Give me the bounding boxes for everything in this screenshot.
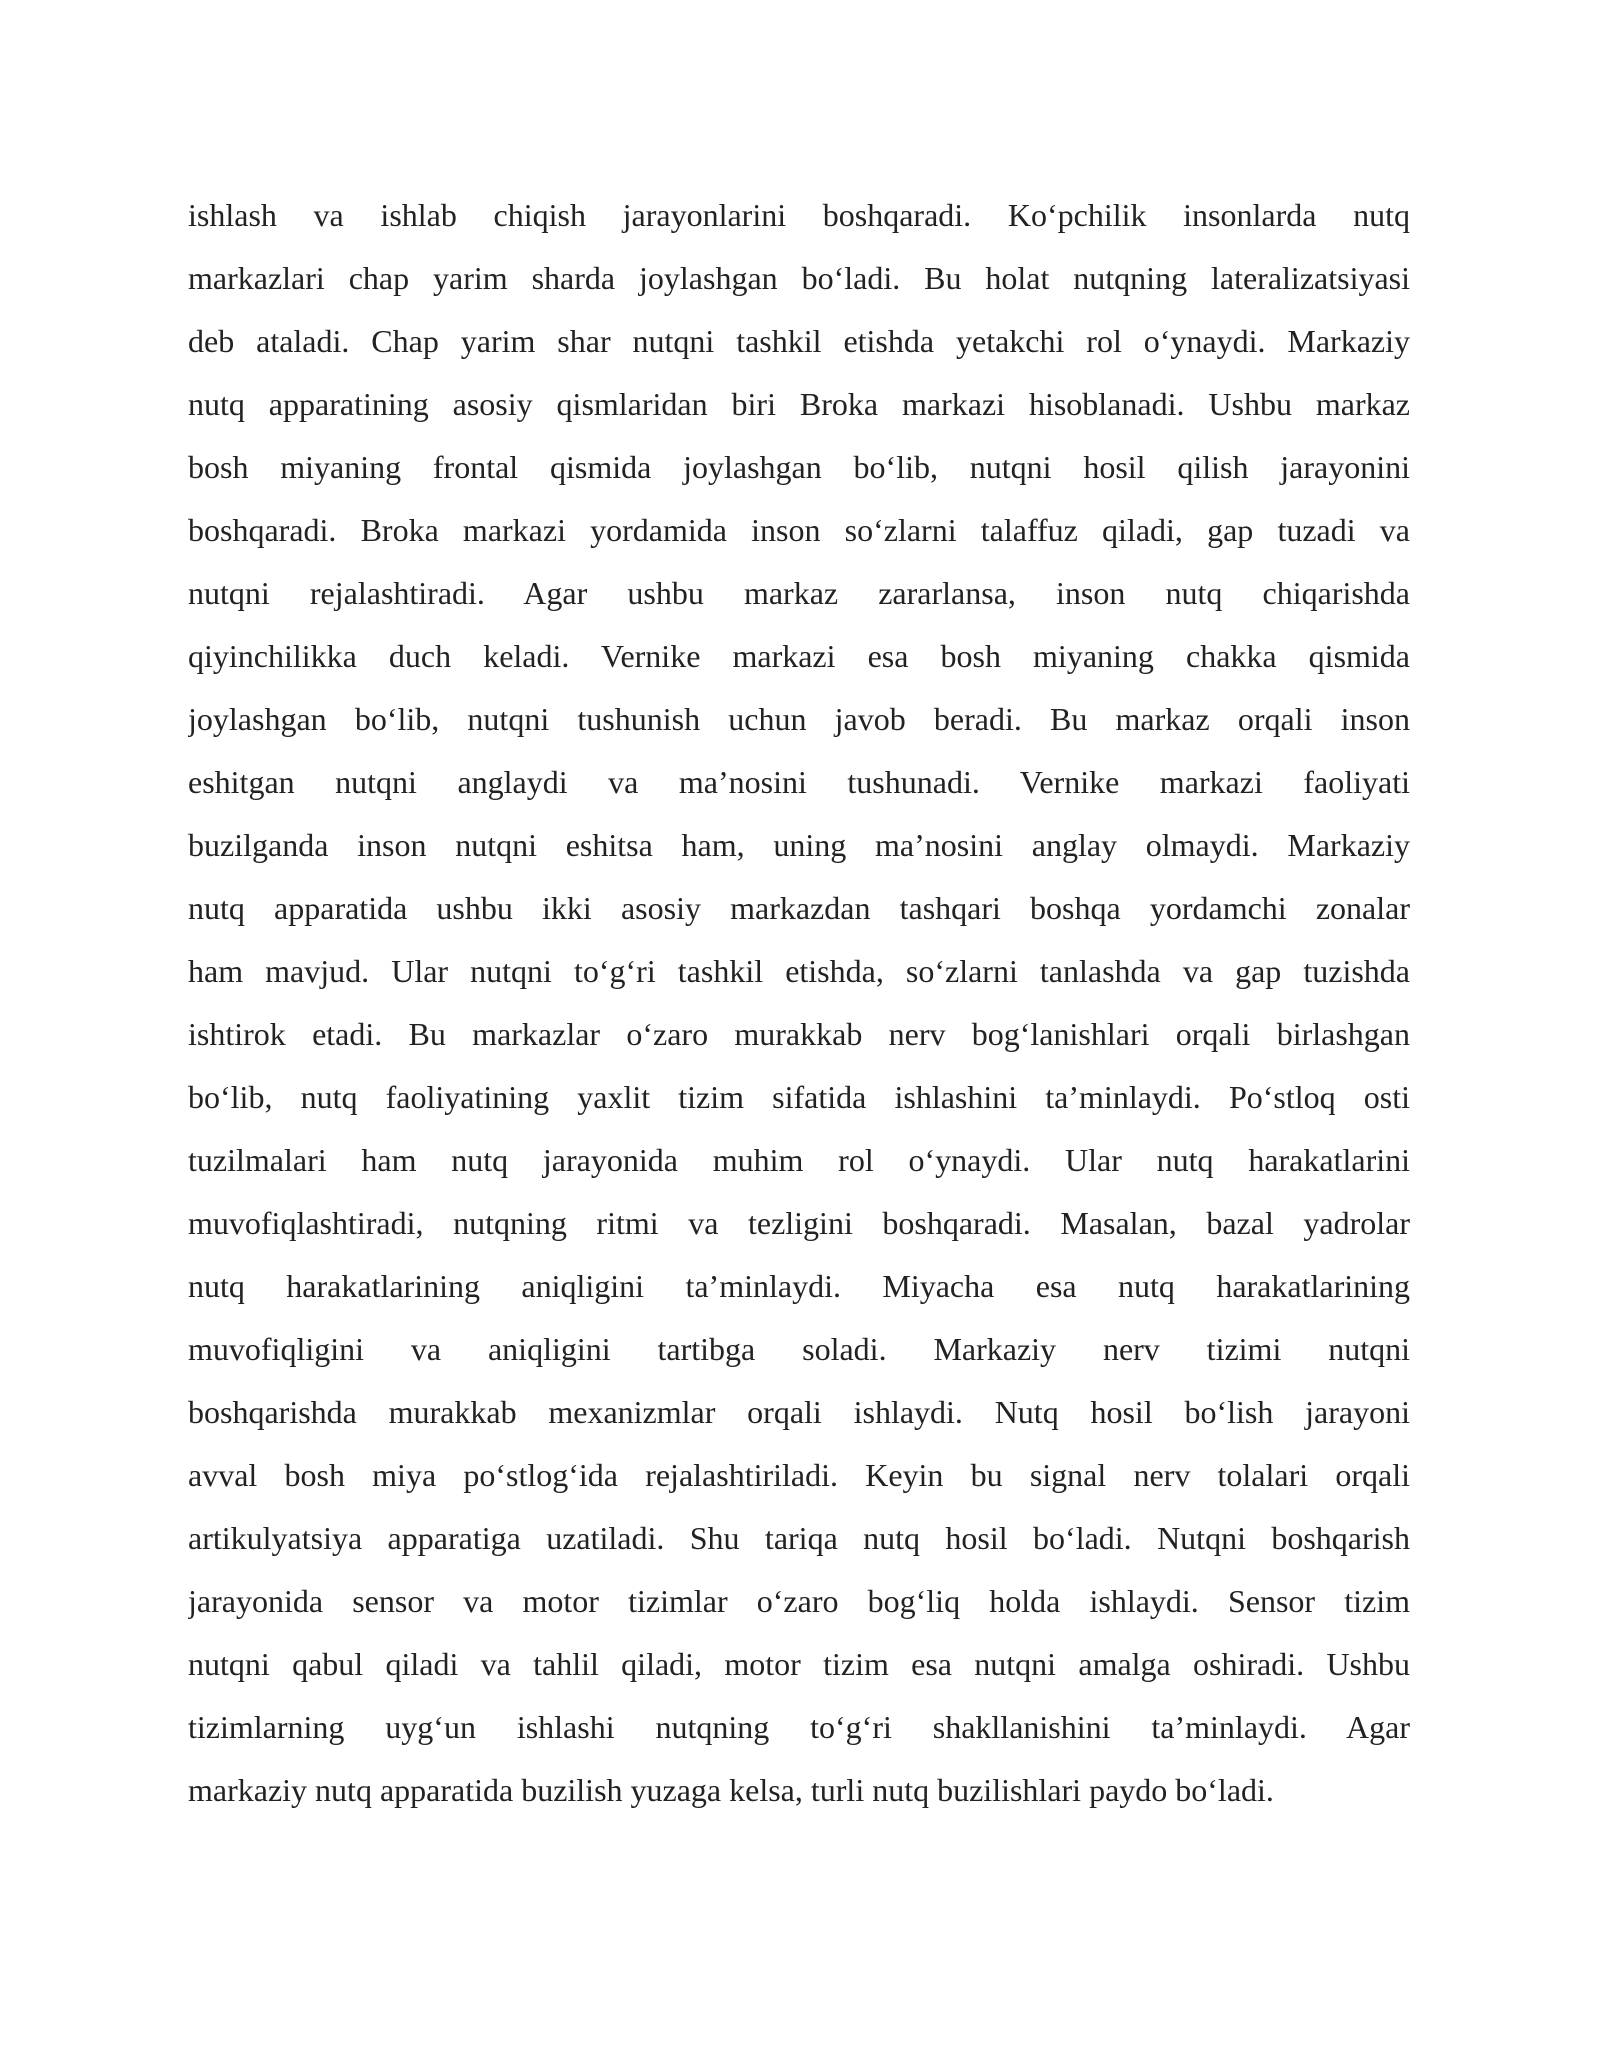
text-line: boshqarishda murakkab mexanizmlar orqali ishlaydi. Nutq hosil bo‘lish jarayoni <box>188 1394 1410 1430</box>
text-line: nutq harakatlarining aniqligini ta’minlaydi. Miyacha esa nutq harakatlarining <box>188 1268 1410 1304</box>
text-line: bo‘lib, nutq faoliyatining yaxlit tizim sifatida ishlashini ta’minlaydi. Po‘stloq osti <box>188 1079 1410 1115</box>
text-line: tizimlarning uyg‘un ishlashi nutqning to‘g‘ri shakllanishini ta’minlaydi. Agar <box>188 1709 1410 1745</box>
text-line: ishtirok etadi. Bu markazlar o‘zaro murakkab nerv bog‘lanishlari orqali birlashgan <box>188 1016 1410 1052</box>
text-line: nutqni rejalashtiradi. Agar ushbu markaz zararlansa, inson nutq chiqarishda <box>188 575 1410 611</box>
text-line: ishlash va ishlab chiqish jarayonlarini boshqaradi. Ko‘pchilik insonlarda nutq <box>188 197 1410 233</box>
text-line: jarayonida sensor va motor tizimlar o‘zaro bog‘liq holda ishlaydi. Sensor tizim <box>188 1583 1410 1619</box>
text-line: markazlari chap yarim sharda joylashgan bo‘ladi. Bu holat nutqning lateralizatsiyasi <box>188 260 1410 296</box>
text-line: artikulyatsiya apparatiga uzatiladi. Shu tariqa nutq hosil bo‘ladi. Nutqni boshqarish <box>188 1520 1410 1556</box>
body-paragraph <box>188 184 1410 1822</box>
text-line: avval bosh miya po‘stlog‘ida rejalashtiriladi. Keyin bu signal nerv tolalari orqali <box>188 1457 1410 1493</box>
text-line: bosh miyaning frontal qismida joylashgan bo‘lib, nutqni hosil qilish jarayonini <box>188 449 1410 485</box>
text-line: nutqni qabul qiladi va tahlil qiladi, motor tizim esa nutqni amalga oshiradi. Ushbu <box>188 1646 1410 1682</box>
text-line: ham mavjud. Ular nutqni to‘g‘ri tashkil etishda, so‘zlarni tanlashda va gap tuzishda <box>188 953 1410 989</box>
text-line: nutq apparatida ushbu ikki asosiy markazdan tashqari boshqa yordamchi zonalar <box>188 890 1410 926</box>
text-line: muvofiqlashtiradi, nutqning ritmi va tezligini boshqaradi. Masalan, bazal yadrolar <box>188 1205 1410 1241</box>
text-line: boshqaradi. Broka markazi yordamida inson so‘zlarni talaffuz qiladi, gap tuzadi va <box>188 512 1410 548</box>
text-line: tuzilmalari ham nutq jarayonida muhim rol o‘ynaydi. Ular nutq harakatlarini <box>188 1142 1410 1178</box>
text-line-last: markaziy nutq apparatida buzilish yuzaga kelsa, turli nutq buzilishlari paydo bo‘ladi. <box>188 1772 1274 1808</box>
text-line: joylashgan bo‘lib, nutqni tushunish uchun javob beradi. Bu markaz orqali inson <box>188 701 1410 737</box>
text-line: eshitgan nutqni anglaydi va ma’nosini tushunadi. Vernike markazi faoliyati <box>188 764 1410 800</box>
text-line: muvofiqligini va aniqligini tartibga soladi. Markaziy nerv tizimi nutqni <box>188 1331 1410 1367</box>
text-line: deb ataladi. Chap yarim shar nutqni tashkil etishda yetakchi rol o‘ynaydi. Markaziy <box>188 323 1410 359</box>
text-line: nutq apparatining asosiy qismlaridan biri Broka markazi hisoblanadi. Ushbu markaz <box>188 386 1410 422</box>
text-line: buzilganda inson nutqni eshitsa ham, uning ma’nosini anglay olmaydi. Markaziy <box>188 827 1410 863</box>
text-line: qiyinchilikka duch keladi. Vernike markazi esa bosh miyaning chakka qismida <box>188 638 1410 674</box>
